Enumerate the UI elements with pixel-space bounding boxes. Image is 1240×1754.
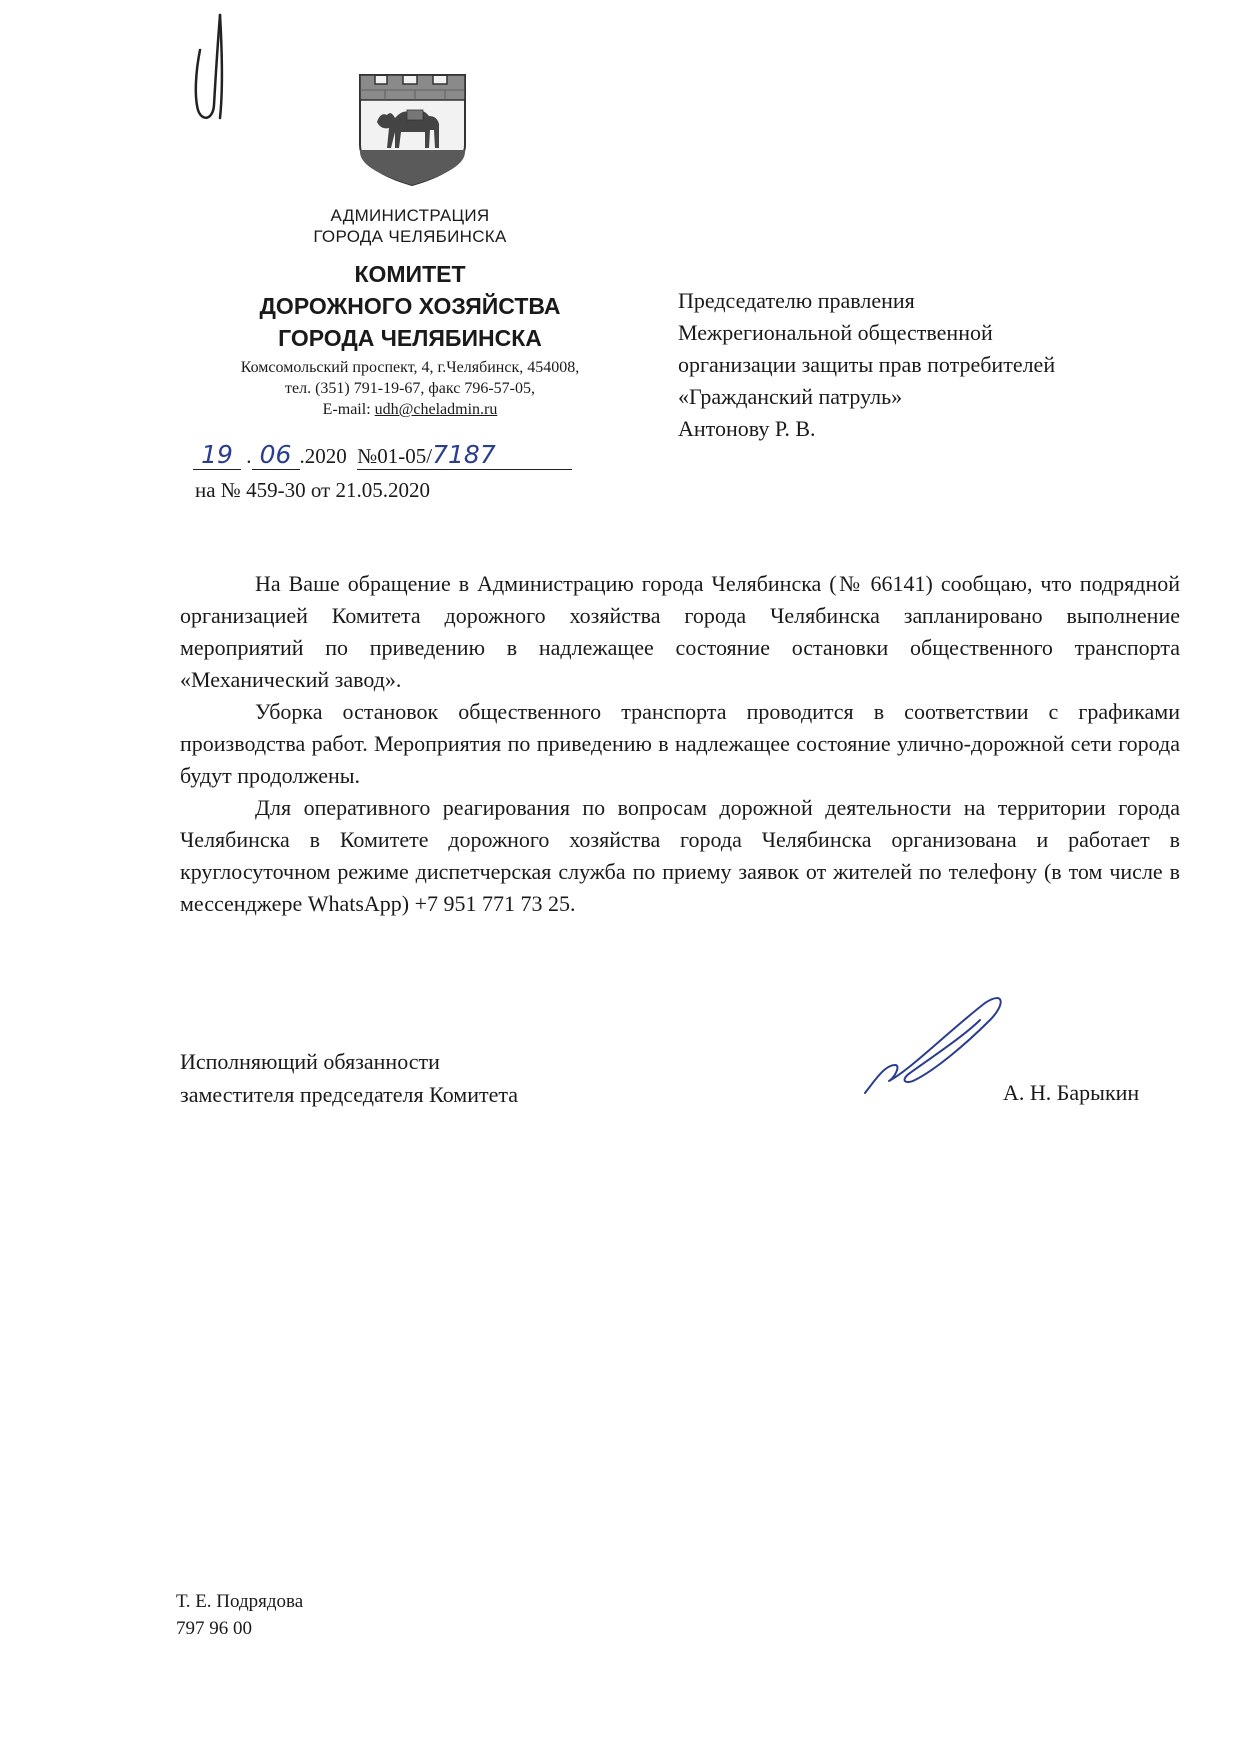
committee-line-3: ГОРОДА ЧЕЛЯБИНСКА	[278, 325, 542, 351]
addressee-line-3: организации защиты прав потребителей	[678, 352, 1056, 377]
document-number-prefix: №01-05/	[357, 444, 433, 468]
addressee-block	[678, 285, 1198, 445]
signatory-position-line-2: заместителя председателя Комитета	[180, 1082, 519, 1107]
coat-of-arms-icon	[355, 70, 470, 188]
handwritten-signature	[855, 985, 1015, 1100]
addressee-line-2: Межрегиональной общественной	[678, 320, 993, 345]
paper-clip-icon	[190, 10, 240, 130]
addressee-line-4: «Гражданский патруль»	[678, 384, 903, 409]
document-number-field	[357, 440, 572, 470]
signatory-name: А. Н. Барыкин	[1003, 1080, 1140, 1105]
addressee-line-5: Антонову Р. В.	[678, 416, 816, 441]
executor-name: Т. Е. Подрядова	[176, 1591, 304, 1612]
handwritten-month: 06	[252, 440, 300, 470]
body-paragraph-1: На Ваше обращение в Администрацию города Челябинска (№ 66141) сообщаю, что подрядной организацией Комитета дорожного хозяйства города Челябинска запланировано выполнение мероприятий по приведению в надлежащее состояние остановки общественного транспорта «Механический завод».	[180, 571, 1180, 692]
address-line-2: тел. (351) 791-19-67, факс 796-57-05,	[285, 380, 535, 397]
signatory-position-line-1: Исполняющий обязанности	[180, 1049, 440, 1074]
reference-line: на № 459-30 от 21.05.2020	[195, 478, 430, 502]
executor-phone: 797 96 00	[176, 1618, 252, 1639]
email-link[interactable]: udh@cheladmin.ru	[374, 401, 498, 418]
administration-name	[180, 205, 640, 247]
document-year: .2020	[299, 444, 347, 468]
document-date-number: 19 . 06 .2020 №01-05/7187	[193, 440, 623, 470]
executor-block	[176, 1588, 303, 1642]
addressee-line-1: Председателю правления	[678, 288, 915, 313]
handwritten-day: 19	[193, 440, 241, 470]
admin-line-1: АДМИНИСТРАЦИЯ	[330, 206, 490, 225]
handwritten-number: 7187	[432, 440, 496, 469]
email-line	[180, 399, 640, 420]
body-paragraph-3: Для оперативного реагирования по вопросам дорожной деятельности на территории города Челябинска в Комитете дорожного хозяйства города Челябинска организована и работает в круглосуточном режиме диспетчерская служба по приему заявок от жителей по телефону (в том числе в мессенджере WhatsApp) +7 951 771 73 25.	[180, 795, 1180, 916]
committee-line-1: КОМИТЕТ	[354, 261, 466, 287]
letter-body	[180, 568, 1180, 920]
signatory-position	[180, 1045, 518, 1111]
admin-line-2: ГОРОДА ЧЕЛЯБИНСКА	[313, 227, 507, 246]
email-label: E-mail:	[322, 401, 375, 418]
committee-address	[180, 357, 640, 420]
body-paragraph-2: Уборка остановок общественного транспорта проводится в соответствии с графиками производства работ. Мероприятия по приведению в надлежащее состояние улично-дорожной сети города будут продолжены.	[180, 699, 1180, 788]
address-line-1: Комсомольский проспект, 4, г.Челябинск, 454008,	[240, 359, 580, 376]
committee-line-2: ДОРОЖНОГО ХОЗЯЙСТВА	[259, 293, 561, 319]
committee-name	[180, 258, 640, 354]
